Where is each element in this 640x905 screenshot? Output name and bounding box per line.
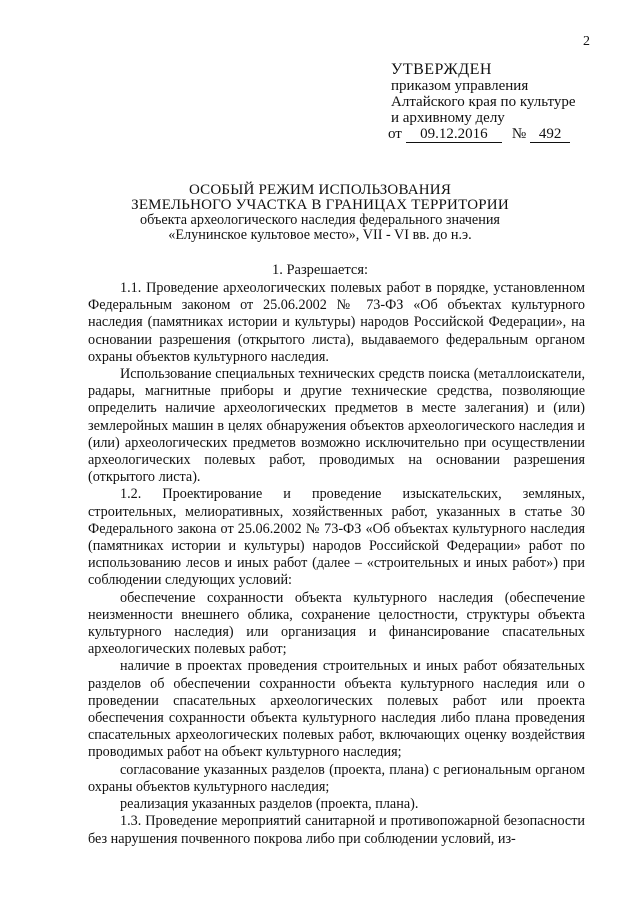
page-number: 2: [583, 34, 590, 49]
paragraph: согласование указанных разделов (проекта, плана) с региональным органом охраны объектов культурного наследия;: [88, 761, 585, 795]
paragraph: наличие в проектах проведения строительных и иных работ обязательных разделов об обеспечении сохранности объекта культурного наследия или о проведении спасательных археологических полевых работ или проекта обеспечения сохранности объекта культурного наследия либо плана проведения спасательных археологических полевых работ, включающих оценку воздействия проводимых работ на объект культурного наследия;: [88, 658, 585, 761]
approval-date: 09.12.2016: [406, 127, 502, 143]
document-title: [90, 183, 550, 243]
approval-line: приказом управления: [391, 78, 529, 94]
approval-number: 492: [530, 127, 570, 143]
approval-date-prefix: от: [388, 126, 402, 142]
title-line: ОСОБЫЙ РЕЖИМ ИСПОЛЬЗОВАНИЯ: [188, 182, 452, 198]
paragraph: 1.3. Проведение мероприятий санитарной и противопожарной безопасности без нарушения почвенного покрова либо при соблюдении условий, из-: [88, 813, 585, 847]
paragraph: 1.1. Проведение археологических полевых работ в порядке, установленном Федеральным законом от 25.06.2002 № 73-ФЗ «Об объектах культурного наследия (памятниках истории и культуры) народов Российской Федерации», на основании разрешения (открытого листа), выдаваемого федеральным органом охраны объектов культурного наследия.: [88, 280, 585, 365]
approval-line: и архивному делу: [391, 110, 505, 126]
paragraph: Использование специальных технических средств поиска (металлоискатели, радары, магнитные приборы и другие технические средства, позволяющие определить наличие археологических предметов в месте залегания) и (или) землеройных машин в целях обнаружения объектов археологического наследия и (или) археологических предметов возможно исключительно при осуществлении археологических полевых работ, проводимых на основании разрешения (открытого листа).: [88, 366, 585, 486]
approval-order-row: [388, 126, 618, 143]
title-line: объекта археологического наследия федерального значения: [140, 212, 500, 228]
paragraph: реализация указанных разделов (проекта, плана).: [120, 796, 419, 813]
document-body: [88, 280, 585, 848]
approval-number-label: №: [511, 126, 527, 142]
approval-heading: УТВЕРЖДЕН: [391, 61, 492, 78]
title-line: ЗЕМЕЛЬНОГО УЧАСТКА В ГРАНИЦАХ ТЕРРИТОРИИ: [131, 197, 509, 213]
title-line: «Елунинское культовое место», VII - VI вв. до н.э.: [168, 227, 472, 243]
paragraph: обеспечение сохранности объекта культурного наследия (обеспечение неизменности внешнего облика, сохранение целостности, структуры объекта культурного наследия) или организация и финансирование спасательных археологических полевых работ;: [88, 589, 585, 658]
paragraph: 1.2. Проектирование и проведение изыскательских, земляных, строительных, мелиоративных, хозяйственных работ, указанных в статье 30 Федерального закона от 25.06.2002 № 73-ФЗ «Об объектах культурного наследия (памятниках истории и культуры) народов Российской Федерации» работ по использованию лесов и иных работ (далее – «строительных и иных работ») при соблюдении следующих условий:: [88, 486, 585, 589]
section-heading: 1. Разрешается:: [271, 262, 369, 278]
approval-stamp: [388, 62, 618, 143]
approval-line: Алтайского края по культуре: [391, 94, 576, 110]
